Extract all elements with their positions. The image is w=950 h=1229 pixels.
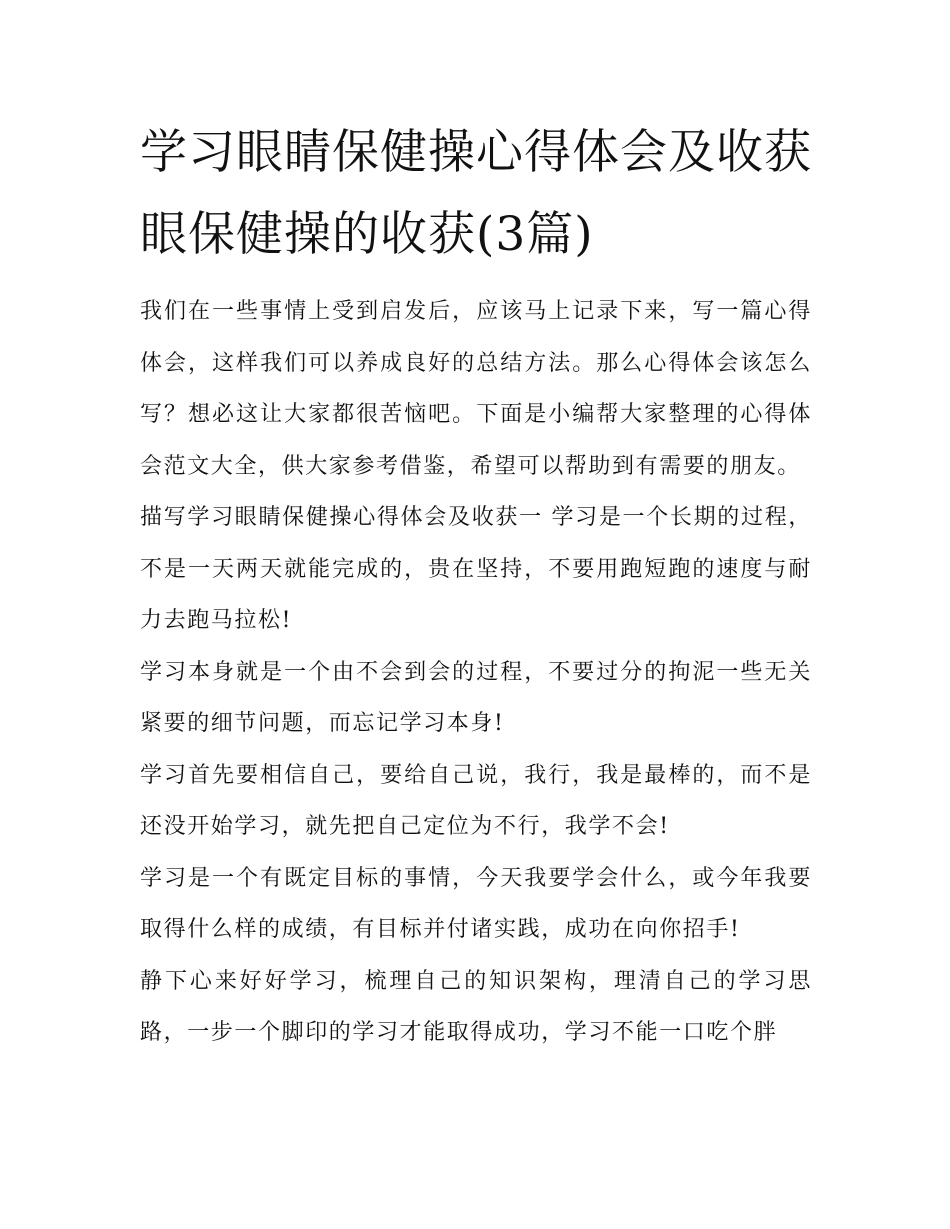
document-title: 学习眼睛保健操心得体会及收获 眼保健操的收获(3篇)	[140, 125, 812, 262]
paragraph-intro: 我们在一些事情上受到启发后，应该马上记录下来，写一篇心得体会，这样我们可以养成良好的总结方法。那么心得体会该怎么写？想必这让大家都很苦恼吧。下面是小编帮大家整理的心得体会范文大全，供大家参考借鉴，希望可以帮助到有需要的朋友。	[140, 299, 812, 479]
document-body	[140, 286, 812, 1059]
document-page	[140, 112, 812, 1059]
paragraph-4: 学习是一个有既定目标的事情，今天我要学会什么，或今年我要取得什么样的成绩，有目标并付诸实践，成功在向你招手!	[140, 865, 812, 942]
paragraph-5: 静下心来好好学习，梳理自己的知识架构，理清自己的学习思路，一步一个脚印的学习才能取得成功，学习不能一口吃个胖	[140, 968, 812, 1045]
paragraph-2: 学习本身就是一个由不会到会的过程，不要过分的拘泥一些无关紧要的细节问题，而忘记学习本身!	[140, 659, 812, 736]
paragraph-3: 学习首先要相信自己，要给自己说，我行，我是最棒的，而不是还没开始学习，就先把自己定位为不行，我学不会!	[140, 762, 812, 839]
paragraph-1: 描写学习眼睛保健操心得体会及收获一 学习是一个长期的过程，不是一天两天就能完成的，贵在坚持，不要用跑短跑的速度与耐力去跑马拉松!	[140, 505, 812, 633]
